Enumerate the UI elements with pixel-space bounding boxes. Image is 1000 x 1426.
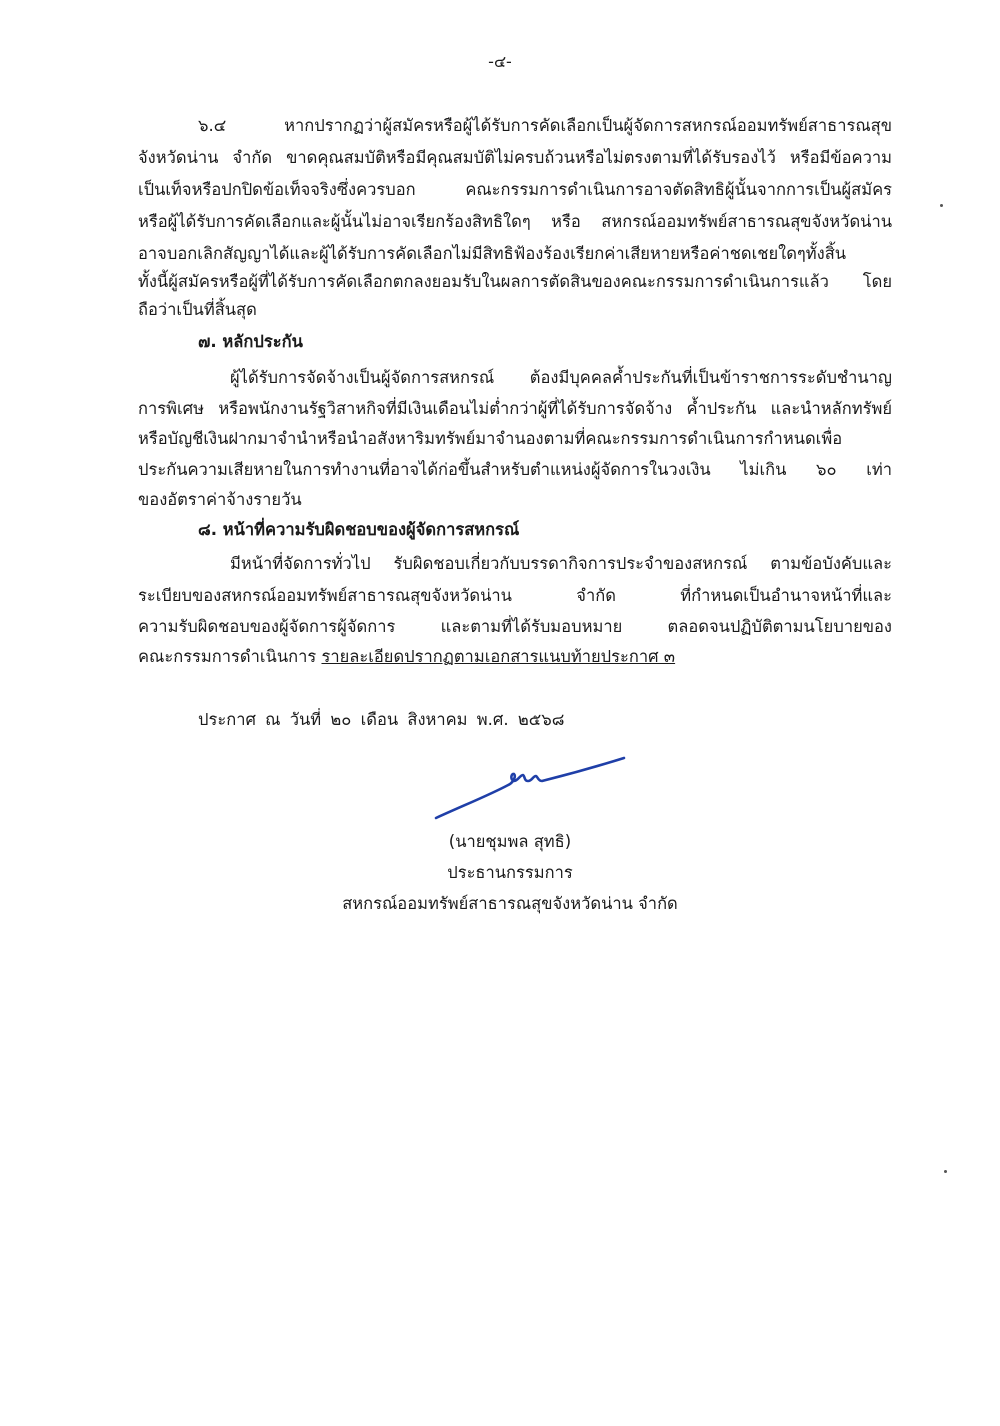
paragraph-line: ๖.๔ หากปรากฏว่าผู้สมัครหรือผู้ได้รับการคัดเลือกเป็นผู้จัดการสหกรณ์ออมทรัพย์สาธารณสุข: [198, 116, 892, 135]
signatory-organization: สหกรณ์ออมทรัพย์สาธารณสุขจังหวัดน่าน จำกัด: [342, 894, 678, 913]
paragraph-line: ถือว่าเป็นที่สิ้นสุด: [138, 300, 257, 319]
paragraph-line: ทั้งนี้ผู้สมัครหรือผู้ที่ได้รับการคัดเลือกตกลงยอมรับในผลการตัดสินของคณะกรรมการดำเนินการแล้ว โดย: [138, 272, 892, 291]
paragraph-line: [138, 641, 892, 673]
paragraph-text: คณะกรรมการดำเนินการ: [138, 647, 317, 666]
paragraph-line: การพิเศษ หรือพนักงานรัฐวิสาหกิจที่มีเงินเดือนไม่ต่ำกว่าผู้ที่ได้รับการจัดจ้าง ค้ำประกัน และนำหลักทรัพย์: [138, 399, 892, 418]
scan-speck: [940, 204, 943, 207]
paragraph-line: ผู้ได้รับการจัดจ้างเป็นผู้จัดการสหกรณ์ ต้องมีบุคคลค้ำประกันที่เป็นข้าราชการระดับชำนาญ: [230, 368, 892, 387]
signatory-position: ประธานกรรมการ: [447, 863, 573, 882]
paragraph-line: จังหวัดน่าน จำกัด ขาดคุณสมบัติหรือมีคุณสมบัติไม่ครบถ้วนหรือไม่ตรงตามที่ได้รับรองไว้ หรือมีข้อความ: [138, 148, 892, 167]
page-number: -๔-: [488, 52, 512, 71]
paragraph-line: ความรับผิดชอบของผู้จัดการผู้จัดการ และตามที่ได้รับมอบหมาย ตลอดจนปฏิบัติตามนโยบายของ: [138, 617, 892, 636]
signature-image: [432, 754, 628, 824]
paragraph-line: หรือบัญชีเงินฝากมาจำนำหรือนำอสังหาริมทรัพย์มาจำนองตามที่คณะกรรมการดำเนินการกำหนดเพื่อ: [138, 429, 843, 448]
announcement-date: ประกาศ ณ วันที่ ๒๐ เดือน สิงหาคม พ.ศ. ๒๕๖๘: [198, 710, 565, 729]
paragraph-line: หรือผู้ได้รับการคัดเลือกและผู้นั้นไม่อาจเรียกร้องสิทธิใดๆ หรือ สหกรณ์ออมทรัพย์สาธารณสุขจังหวัดน่าน: [138, 212, 892, 231]
section-heading: ๘. หน้าที่ความรับผิดชอบของผู้จัดการสหกรณ์: [198, 520, 520, 539]
signatory-name: (นายชุมพล สุทธิ): [448, 832, 572, 851]
paragraph-line: ของอัตราค่าจ้างรายวัน: [138, 490, 302, 509]
scan-speck: [944, 1170, 947, 1173]
paragraph-line: ระเบียบของสหกรณ์ออมทรัพย์สาธารณสุขจังหวัดน่าน จำกัด ที่กำหนดเป็นอำนาจหน้าที่และ: [138, 586, 892, 605]
paragraph-line: มีหน้าที่จัดการทั่วไป รับผิดชอบเกี่ยวกับบรรดากิจการประจำของสหกรณ์ ตามข้อบังคับและ: [230, 554, 892, 573]
paragraph-line: ประกันความเสียหายในการทำงานที่อาจได้ก่อขึ้นสำหรับตำแหน่งผู้จัดการในวงเงิน ไม่เกิน ๖๐ เท่า: [138, 460, 892, 479]
attachment-reference: รายละเอียดปรากฏตามเอกสารแนบท้ายประกาศ ๓: [321, 647, 676, 666]
section-heading: ๗. หลักประกัน: [198, 332, 303, 351]
paragraph-line: เป็นเท็จหรือปกปิดข้อเท็จจริงซึ่งควรบอก คณะกรรมการดำเนินการอาจตัดสิทธิผู้นั้นจากการเป็นผู้สมัคร: [138, 180, 892, 199]
paragraph-line: อาจบอกเลิกสัญญาได้และผู้ได้รับการคัดเลือกไม่มีสิทธิฟ้องร้องเรียกค่าเสียหายหรือค่าชดเชยใดๆทั้งสิ้น: [138, 244, 847, 263]
